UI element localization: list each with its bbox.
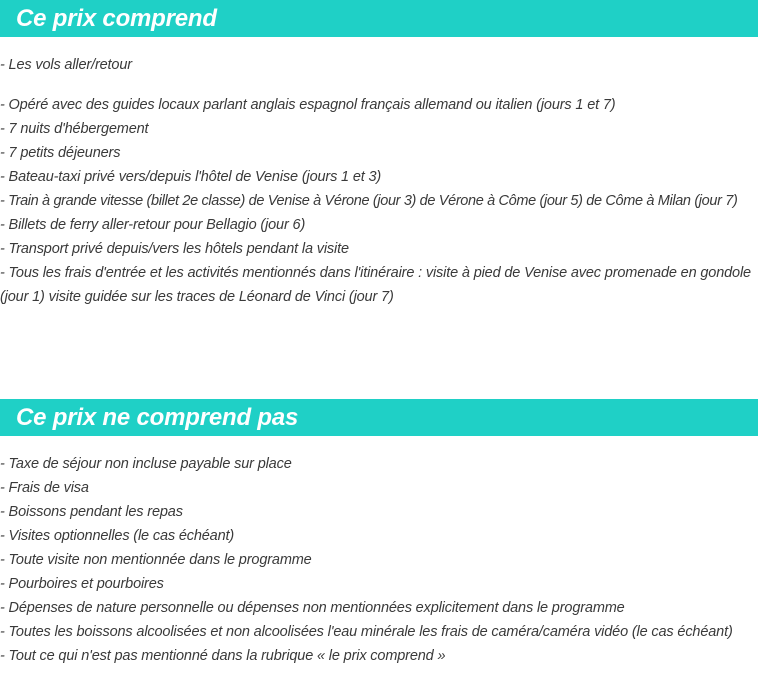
included-section-header bbox=[0, 0, 758, 37]
excluded-item: - Visites optionnelles (le cas échéant) bbox=[0, 528, 235, 544]
included-list-first bbox=[0, 53, 758, 77]
included-list bbox=[0, 93, 758, 309]
included-item: - 7 petits déjeuners bbox=[0, 145, 121, 161]
excluded-item: - Boissons pendant les repas bbox=[0, 504, 183, 520]
included-item: - Les vols aller/retour bbox=[0, 57, 132, 73]
excluded-item: - Toute visite non mentionnée dans le programme bbox=[0, 552, 312, 568]
excluded-item: - Frais de visa bbox=[0, 480, 89, 496]
included-item: - Opéré avec des guides locaux parlant anglais espagnol français allemand ou italien (jours 1 et 7) bbox=[0, 97, 616, 113]
included-item: - Billets de ferry aller-retour pour Bellagio (jour 6) bbox=[0, 217, 306, 233]
included-item: - Tous les frais d'entrée et les activités mentionnés dans l'itinéraire : visite à pied de Venise avec promenade en gondole (jour 1) visite guidée sur les traces de Léonard de Vinci (jour 7) bbox=[0, 265, 751, 305]
included-item: - 7 nuits d'hébergement bbox=[0, 121, 149, 137]
excluded-item: - Pourboires et pourboires bbox=[0, 576, 164, 592]
excluded-title: Ce prix ne comprend pas bbox=[16, 404, 299, 431]
included-title: Ce prix comprend bbox=[16, 5, 217, 32]
included-item: - Transport privé depuis/vers les hôtels pendant la visite bbox=[0, 241, 349, 257]
excluded-item: - Dépenses de nature personnelle ou dépenses non mentionnées explicitement dans le programme bbox=[0, 600, 625, 616]
excluded-item: - Toutes les boissons alcoolisées et non alcoolisées l'eau minérale les frais de caméra/caméra vidéo (le cas échéant) bbox=[0, 624, 733, 640]
excluded-list bbox=[0, 452, 758, 668]
excluded-section-header bbox=[0, 399, 758, 436]
included-item: - Train à grande vitesse (billet 2e classe) de Venise à Vérone (jour 3) de Vérone à Côme (jour 5) de Côme à Milan (jour 7) bbox=[0, 193, 738, 209]
excluded-item: - Tout ce qui n'est pas mentionné dans la rubrique « le prix comprend » bbox=[0, 648, 446, 664]
excluded-item: - Taxe de séjour non incluse payable sur place bbox=[0, 456, 292, 472]
included-item: - Bateau-taxi privé vers/depuis l'hôtel de Venise (jours 1 et 3) bbox=[0, 169, 382, 185]
